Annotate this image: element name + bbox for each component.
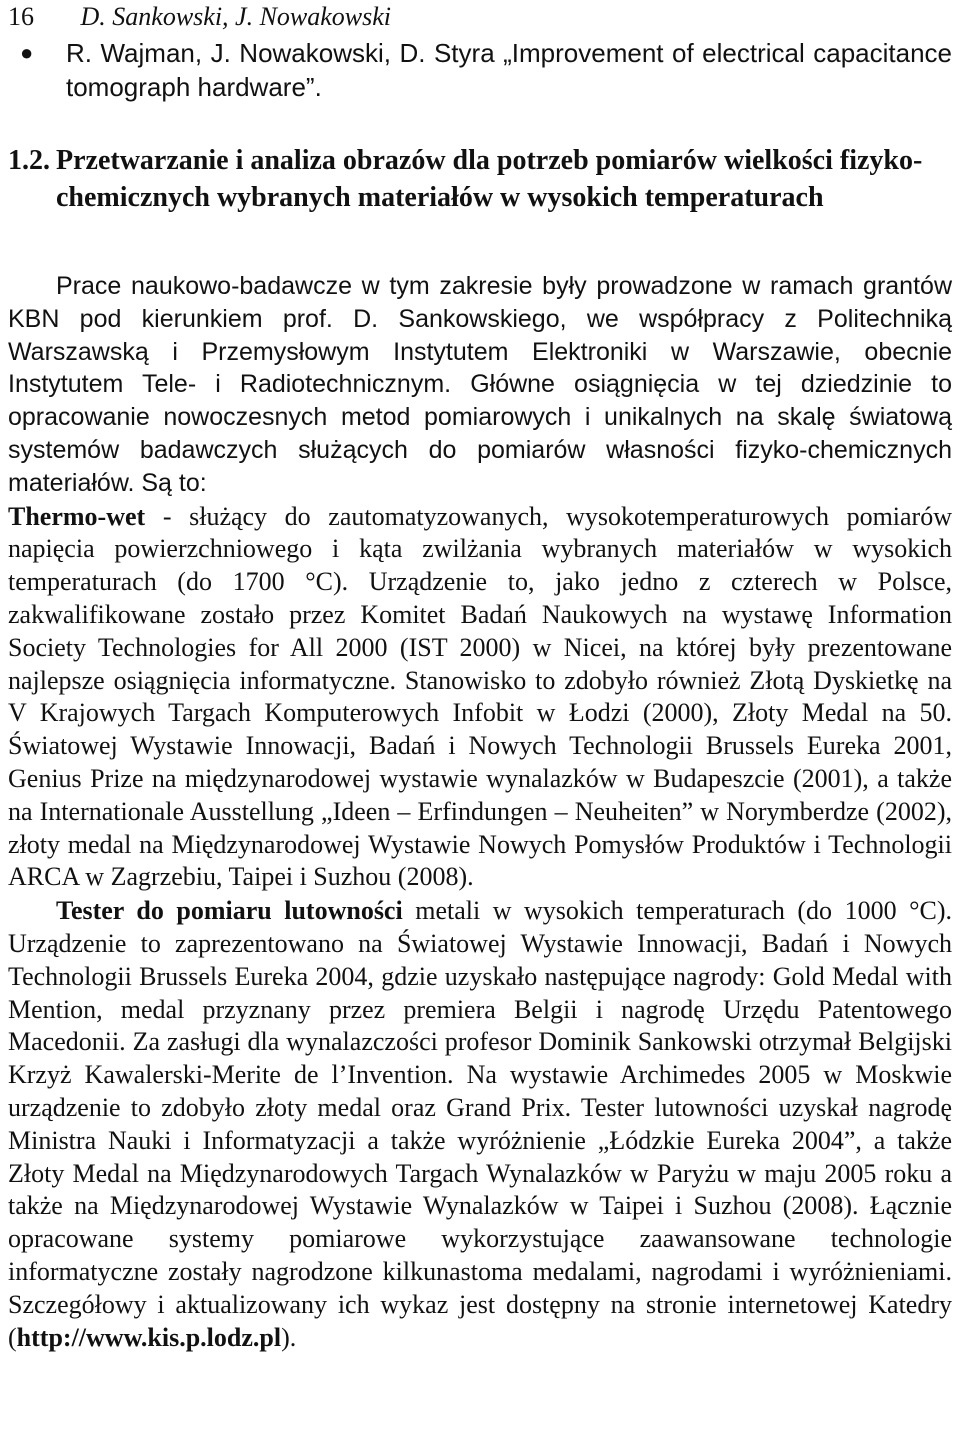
intro-paragraph: Prace naukowo-badawcze w tym zakresie były prowadzone w ramach grantów KBN pod kierunkiem prof. D. Sankowskiego, we współpracy z Politechniką Warszawską i Przemysłowym Instytutem Elektroniki w Warszawie, obecnie Instytutem Tele- i Radiotechnicznym. Główne osiągnięcia w tej dziedzinie to opracowanie nowoczesnych metod pomiarowych i unikalnych na skalę światową systemów badawczych służących do pomiarów własności fizyko-chemicznych materiałów. Są to: <box>8 272 952 497</box>
page-number: 16 <box>8 2 34 31</box>
thermo-wet-description: - służący do zautomatyzowanych, wysokotemperaturowych pomiarów napięcia powierzchniowego i kąta zwilżania wybranych materiałów w wysokich temperaturach (do 1700 °C). Urządzenie to, jako jedno z czterech w Polsce, zakwalifikowane zostało przez Komitet Badań Naukowych na wystawę Information Society Technologies for All 2000 (IST 2000) w Nicei, na której były prezentowane najlepsze osiągnięcia informatyczne. Stanowisko to zdobyło również Złotą Dyskietkę na V Krajowych Targach Komputerowych Infobit w Łodzi (2000), Złoty Medal na 50. Światowej Wystawie Innowacji, Badań i Nowych Technologii Brussels Eureka 2001, Genius Prize na międzynarodowej wystawie wynalazków w Budapeszcie (2001), a także na Internationale Ausstellung „Ideen – Erfindungen – Neuheiten” w Norymberdze (2002), złoty medal na Międzynarodowej Wystawie Nowych Pomysłów Produktów i Technologii ARCA w Zagrzebiu, Taipei i Suzhou (2008). <box>8 501 952 892</box>
department-website-link[interactable]: http://www.kis.p.lodz.pl <box>16 1322 282 1352</box>
tester-description: metali w wysokich temperaturach (do 1000 °C). Urządzenie to zaprezentowano na Światowej Wystawie Innowacji, Badań i Nowych Technologii Brussels Eureka 2004, gdzie uzyskało następujące nagrody: Gold Medal with Mention, medal przyznany przez premiera Belgii i nagrodę Urzędu Patentowego Macedonii. Za zasługi dla wynalazczości profesor Dominik Sankowski otrzymał Belgijski Krzyż Kawalerski-Merite de l’Invention. Na wystawie Archimedes 2005 w Moskwie urządzenie to zdobyło złoty medal oraz Grand Prix. Tester lutowności uzyskał nagrodę Ministra Nauki i Informatyzacji a także wyróżnienie „Łódzkie Eureka 2004”, a także Złoty Medal na Międzynarodowych Targach Wynalazków w Paryżu w maju 2005 roku a także na Międzynarodowej Wystawie Wynalazków w Taipei i Suzhou (2008). Łącznie opracowane systemy pomiarowe wykorzystujące zaawansowane technologie informatyczne zostały nagrodzone kilkunastoma medalami, nagrodami i wyróżnieniami. Szczegółowy i aktualizowany ich wykaz jest dostępny na stronie internetowej Katedry ( <box>8 896 952 1352</box>
tester-paragraph <box>8 895 952 1354</box>
reference-bullet-item <box>8 36 952 104</box>
section-title: Przetwarzanie i analiza obrazów dla potrzeb pomiarów wielkości fizyko-chemicznych wybranych materiałów w wysokich temperaturach <box>56 145 923 213</box>
tester-closing: ). <box>281 1322 297 1352</box>
thermo-wet-name: Thermo-wet <box>8 501 146 531</box>
thermo-wet-paragraph <box>8 501 952 895</box>
running-header-authors: D. Sankowski, J. Nowakowski <box>80 2 392 31</box>
reference-text: R. Wajman, J. Nowakowski, D. Styra „Improvement of electrical capacitance tomograph hardware”. <box>66 38 952 102</box>
body-text <box>8 270 952 1354</box>
section-heading <box>8 142 952 216</box>
section-number: 1.2. <box>8 145 50 176</box>
tester-name: Tester do pomiaru lutowności <box>56 896 403 926</box>
running-header <box>8 0 391 34</box>
bullet-dot-icon: ● <box>20 40 34 65</box>
